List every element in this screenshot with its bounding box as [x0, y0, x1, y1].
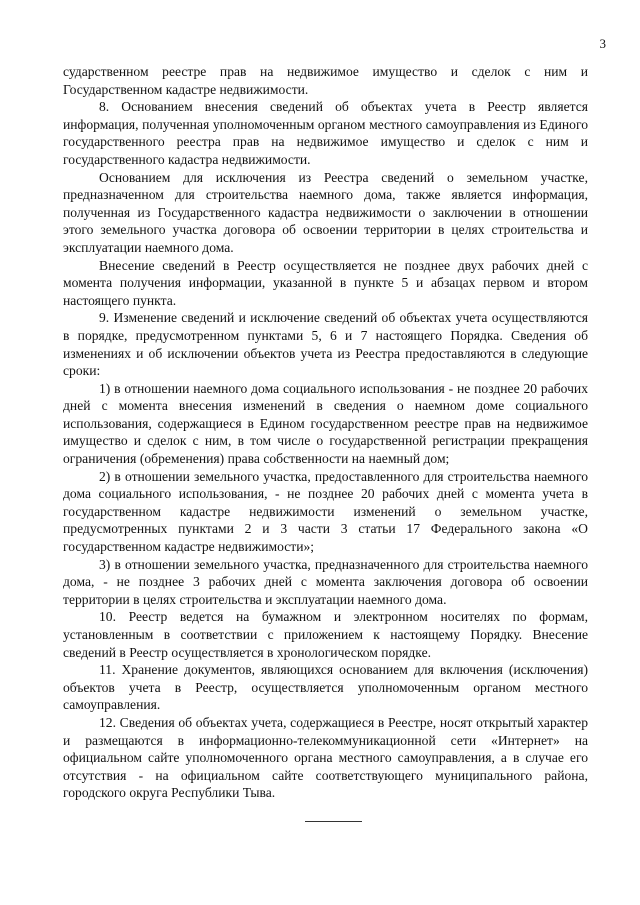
paragraph-item-12: 12. Сведения об объектах учета, содержащиеся в Реестре, носят открытый характер и размещаются в информационно-телекоммуникационной сети «Интернет» на официальном сайте уполномоченного органа местного самоуправления, а в случае его отсутствия - на официальном сайте соответствующего муниципального района, городского округа Республики Тыва.	[63, 714, 588, 801]
document-body	[63, 63, 588, 802]
paragraph-subitem-3: 3) в отношении земельного участка, предназначенного для строительства наемного дома, - не позднее 3 рабочих дней с момента заключения договора об освоении территории в целях строительства и эксплуатации наемного дома.	[63, 556, 588, 607]
paragraph-continuation: сударственном реестре прав на недвижимое имущество и сделок с ним и Государственном кадастре недвижимости.	[63, 64, 588, 97]
paragraph-exclusion-basis: Основанием для исключения из Реестра сведений о земельном участке, предназначенном для строительства наемного дома, также является информация, полученная из Государственного кадастра недвижимости о заключении в отношении этого земельного участка договора об освоении территории в целях строительства и эксплуатации наемного дома.	[63, 169, 588, 255]
paragraph-subitem-1: 1) в отношении наемного дома социального использования - не позднее 20 рабочих дней с момента внесения изменений в сведения о наемном доме социального использования, содержащиеся в Едином государственном реестре прав на недвижимое имущество и сделок с ним, в том числе о государственной регистрации прекращения ограничения (обременения) права собственности на наемный дом;	[63, 380, 588, 467]
paragraph-item-11: 11. Хранение документов, являющихся основанием для включения (исключения) объектов учета в Реестр, осуществляется уполномоченным органом местного самоуправления.	[63, 662, 588, 713]
paragraph-item-8: 8. Основанием внесения сведений об объектах учета в Реестр является информация, полученная уполномоченным органом местного самоуправления из Единого государственного реестра прав на недвижимое имущество и сделок с ним и государственного кадастра недвижимости.	[63, 99, 588, 167]
page-number: 3	[599, 36, 606, 51]
paragraph-item-10: 10. Реестр ведется на бумажном и электронном носителях по формам, установленным в соответствии с приложением к настоящему Порядку. Внесение сведений в Реестр осуществляется в хронологическом порядке.	[63, 609, 588, 660]
paragraph-subitem-2: 2) в отношении земельного участка, предоставленного для строительства наемного дома социального использования, - не позднее 20 рабочих дней с момента учета в государственном кадастре недвижимости изменений о земельном участке, предусмотренных пунктами 2 и 3 части 3 статьи 17 Федерального закона «О государственном кадастре недвижимости»;	[63, 468, 588, 555]
paragraph-item-9: 9. Изменение сведений и исключение сведений об объектах учета осуществляются в порядке, предусмотренном пунктами 5, 6 и 7 настоящего Порядка. Сведения об изменениях и об исключении объектов учета из Реестра предоставляются в следующие сроки:	[63, 310, 588, 379]
end-of-document-rule	[305, 821, 362, 822]
paragraph-entry-deadline: Внесение сведений в Реестр осуществляется не позднее двух рабочих дней с момента получения информации, указанной в пункте 5 и абзацах первом и втором настоящего пункта.	[63, 257, 588, 308]
